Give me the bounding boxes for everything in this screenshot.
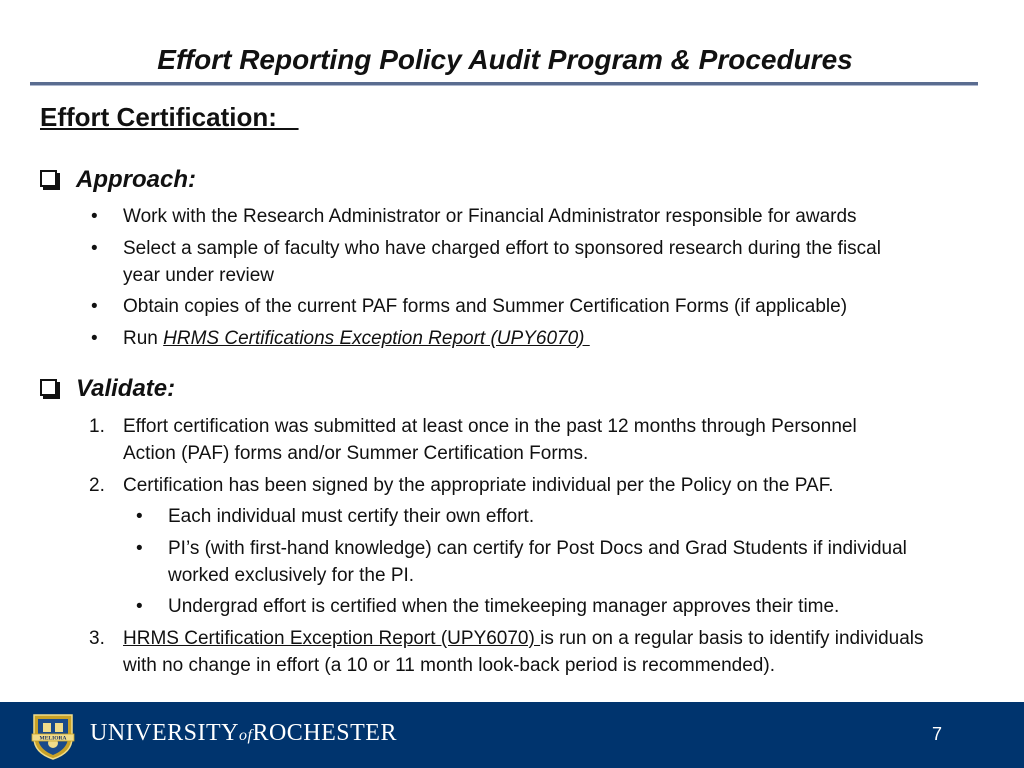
approach-item-1: • Work with the Research Administrator or Financial Administrator responsible for awards xyxy=(123,203,857,230)
university-wordmark: UNIVERSITYofROCHESTER xyxy=(90,720,397,746)
validate-subitem-1: • Each individual must certify their own effort. xyxy=(168,503,534,530)
validate-subitem-3: • Undergrad effort is certified when the timekeeping manager approves their time. xyxy=(168,593,839,620)
approach-header xyxy=(40,166,196,194)
page-number: 7 xyxy=(931,724,942,744)
validate-label: Validate: xyxy=(76,375,176,402)
approach-item-4: • Run HRMS Certifications Exception Report (UPY6070) xyxy=(123,325,590,352)
checkbox-icon xyxy=(40,170,57,187)
section-heading: Effort Certification: xyxy=(40,102,299,132)
slide-title: Effort Reporting Policy Audit Program & Procedures xyxy=(157,44,853,75)
seal-motto: MELIORA xyxy=(39,735,67,742)
bullet-icon: • xyxy=(91,328,98,349)
bullet-icon: • xyxy=(136,538,143,559)
validate-item-3: 3. HRMS Certification Exception Report (UPY6070) is run on a regular basis to identify individuals with no change in effort (a 10 or 11 month look-back period is recommended). xyxy=(89,628,924,676)
bullet-icon: • xyxy=(91,238,98,259)
bullet-icon: • xyxy=(91,206,98,227)
hrms-exception-report-link[interactable]: HRMS Certification Exception Report (UPY6070) xyxy=(123,628,541,649)
university-seal-icon xyxy=(30,712,76,760)
bullet-icon: • xyxy=(91,296,98,317)
approach-item-3: • Obtain copies of the current PAF forms and Summer Certification Forms (if applicable) xyxy=(123,293,847,320)
footer-bar xyxy=(0,702,1024,768)
bullet-icon: • xyxy=(136,596,143,617)
hrms-report-link[interactable]: HRMS Certifications Exception Report (UPY6070) xyxy=(163,328,590,349)
bullet-icon: • xyxy=(136,506,143,527)
approach-label: Approach: xyxy=(76,166,196,193)
validate-item-2: 2. Certification has been signed by the appropriate individual per the Policy on the PAF. xyxy=(89,475,834,496)
validate-item-1: 1. Effort certification was submitted at least once in the past 12 months through Personnel Action (PAF) forms and/or Summer Certification Forms. xyxy=(89,416,857,464)
validate-header xyxy=(40,375,175,403)
checkbox-icon xyxy=(40,379,57,396)
title-divider xyxy=(30,82,978,86)
approach-item-2: • Select a sample of faculty who have charged effort to sponsored research during the fiscal year under review xyxy=(123,235,881,289)
validate-subitem-2: • PI’s (with first-hand knowledge) can certify for Post Docs and Grad Students if individual worked exclusively for the PI. xyxy=(168,535,907,589)
